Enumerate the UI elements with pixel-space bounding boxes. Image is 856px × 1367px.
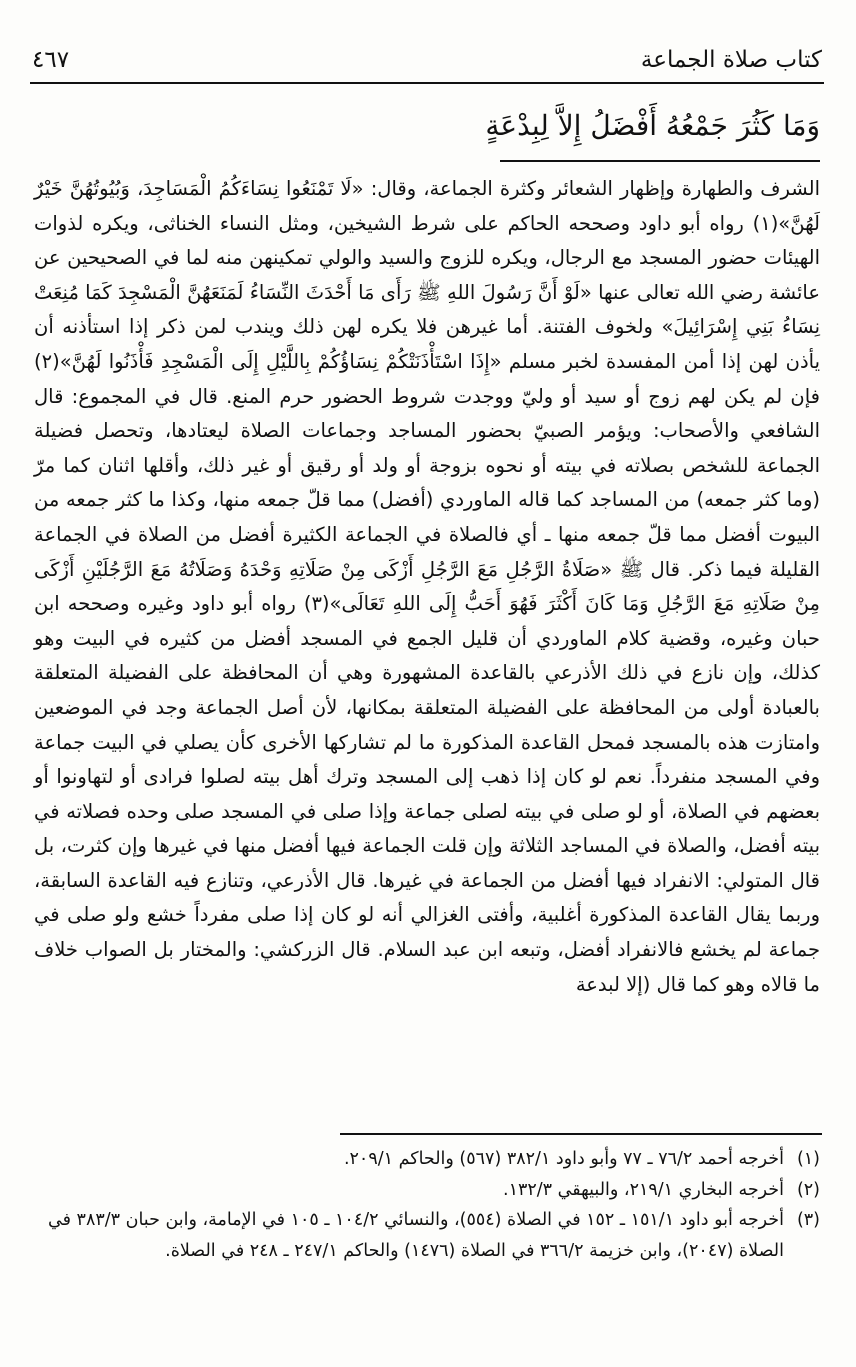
commentary-body	[34, 172, 820, 1002]
footnote-number: (٣)	[796, 1210, 820, 1230]
page-number: ٤٦٧	[32, 47, 70, 73]
footnote-text: أخرجه أبو داود ١٥١/١ ـ ١٥٢ في الصلاة (٥٥٤)، والنسائي ١٠٤/٢ ـ ١٠٥ في الإمامة، وابن حبان ٣٨٣/٣ في الصلاة (٢٠٤٧)، وابن خزيمة ٣٦٦/٢ في الصلاة (١٤٧٦) والحاكم ٢٤٧/١ ـ ٢٤٨ في الصلاة.	[48, 1210, 784, 1261]
commentary-paragraph: الشرف والطهارة وإظهار الشعائر وكثرة الجماعة، وقال: «لَا تَمْنَعُوا نِسَاءَكُمُ الْمَسَاجِدَ، وَبُيُوتُهُنَّ خَيْرٌ لَهُنَّ»(١) رواه أبو داود وصححه الحاكم على شرط الشيخين، ومثل النساء الخناثى، ويكره لذوات الهيئات حضور المسجد مع الرجال، ويكره للزوج والسيد والولي تمكينهن منه لما في الصحيحين عن عائشة رضي الله تعالى عنها «لَوْ أَنَّ رَسُولَ اللهِ ﷺ رَأَى مَا أَحْدَثَ النِّسَاءُ لَمَنَعَهُنَّ الْمَسْجِدَ كَمَا مُنِعَتْ نِسَاءُ بَنِي إِسْرَائِيلَ» ولخوف الفتنة. أما غيرهن فلا يكره لهن ذلك ويندب لمن ذكر إذا استأذنه أن يأذن لهن إذا أمن المفسدة لخبر مسلم «إِذَا اسْتَأْذَنَتْكُمْ نِسَاؤُكُمْ بِاللَّيْلِ إِلَى الْمَسْجِدِ فَأْذَنُوا لَهُنَّ»(٢) فإن لم يكن لهم زوج أو سيد أو وليّ ووجدت شروط الحضور حرم المنع. قال في المجموع: قال الشافعي والأصحاب: ويؤمر الصبيّ بحضور المساجد وجماعات الصلاة ليعتادها، وتحصل فضيلة الجماعة للشخص بصلاته في بيته أو نحوه بزوجة أو ولد أو رقيق أو غير ذلك، وأقلها اثنان كما مرّ (وما كثر جمعه) من المساجد كما قاله الماوردي (أفضل) مما قلّ جمعه منها، وكذا ما كثر جمعه من البيوت أفضل مما قلّ جمعه منها ـ أي فالصلاة في الجماعة الكثيرة أفضل من الصلاة في الجماعة القليلة فيما ذكر. قال ﷺ «صَلَاةُ الرَّجُلِ مَعَ الرَّجُلِ أَزْكَى مِنْ صَلَاتِهِ وَحْدَهُ وَصَلَاتُهُ مَعَ الرَّجُلَيْنِ أَزْكَى مِنْ صَلَاتِهِ مَعَ الرَّجُلِ وَمَا كَانَ أَكْثَرَ فَهُوَ أَحَبُّ إِلَى اللهِ تَعَالَى»(٣) رواه أبو داود وغيره وصححه ابن حبان وغيره، وقضية كلام الماوردي أن قليل الجمع في المسجد أفضل من كثيره في البيت وهو كذلك، وإن نازع في ذلك الأذرعي بالقاعدة المشهورة وهي أن المحافظة على الفضيلة المتعلقة بالعبادة أولى من المحافظة على الفضيلة المتعلقة بمكانها، لأن أصل الجماعة وجد في الموضعين وامتازت هذه بالمسجد فمحل القاعدة المذكورة ما لم تشاركها الأخرى كأن يصلي في البيت جماعة وفي المسجد منفرداً. نعم لو كان إذا ذهب إلى المسجد وترك أهل بيته لصلوا فرادى أو لتهاونوا أو بعضهم في الصلاة، أو لو صلى في بيته لصلى جماعة وإذا صلى في المسجد صلى وحده فصلاته في بيته أفضل، والصلاة في المساجد الثلاثة وإن قلت الجماعة فيها أفضل منها في غيرها وإن كثرت، بل قال المتولي: الانفراد فيها أفضل من الجماعة في غيرها. قال الأذرعي، وتنازع فيه القاعدة السابقة، وربما يقال القاعدة المذكورة أغلبية، وأفتى الغزالي أنه لو كان إذا صلى مفرداً خشع ولو صلى في جماعة لم يخشع فالانفراد أفضل، وتبعه ابن عبد السلام. قال الزركشي: والمختار بل الصواب خلاف ما قالاه وهو كما قال (إلا لبدعة	[34, 177, 820, 996]
header-rule	[30, 82, 824, 84]
footnote-number: (٢)	[796, 1179, 820, 1200]
book-title: كتاب صلاة الجماعة	[640, 47, 822, 73]
footnote-item	[40, 1144, 820, 1175]
footnote-text: أخرجه البخاري ٢١٩/١، والبيهقي ١٣٢/٣.	[503, 1179, 784, 1200]
running-header	[32, 40, 822, 80]
matn-rule	[500, 160, 820, 162]
footnote-rule	[340, 1133, 822, 1135]
footnote-text: أخرجه أحمد ٧٦/٢ ـ ٧٧ وأبو داود ٣٨٢/١ (٥٦٧) والحاكم ٢٠٩/١.	[343, 1149, 784, 1169]
footnotes	[40, 1144, 820, 1266]
footnote-item	[40, 1175, 820, 1206]
footnote-number: (١)	[796, 1149, 820, 1169]
matn-text: وَمَا كَثُرَ جَمْعُهُ أَفْضَلُ إِلاَّ لِبِدْعَةٍ	[485, 109, 820, 142]
footnote-item	[40, 1205, 820, 1266]
